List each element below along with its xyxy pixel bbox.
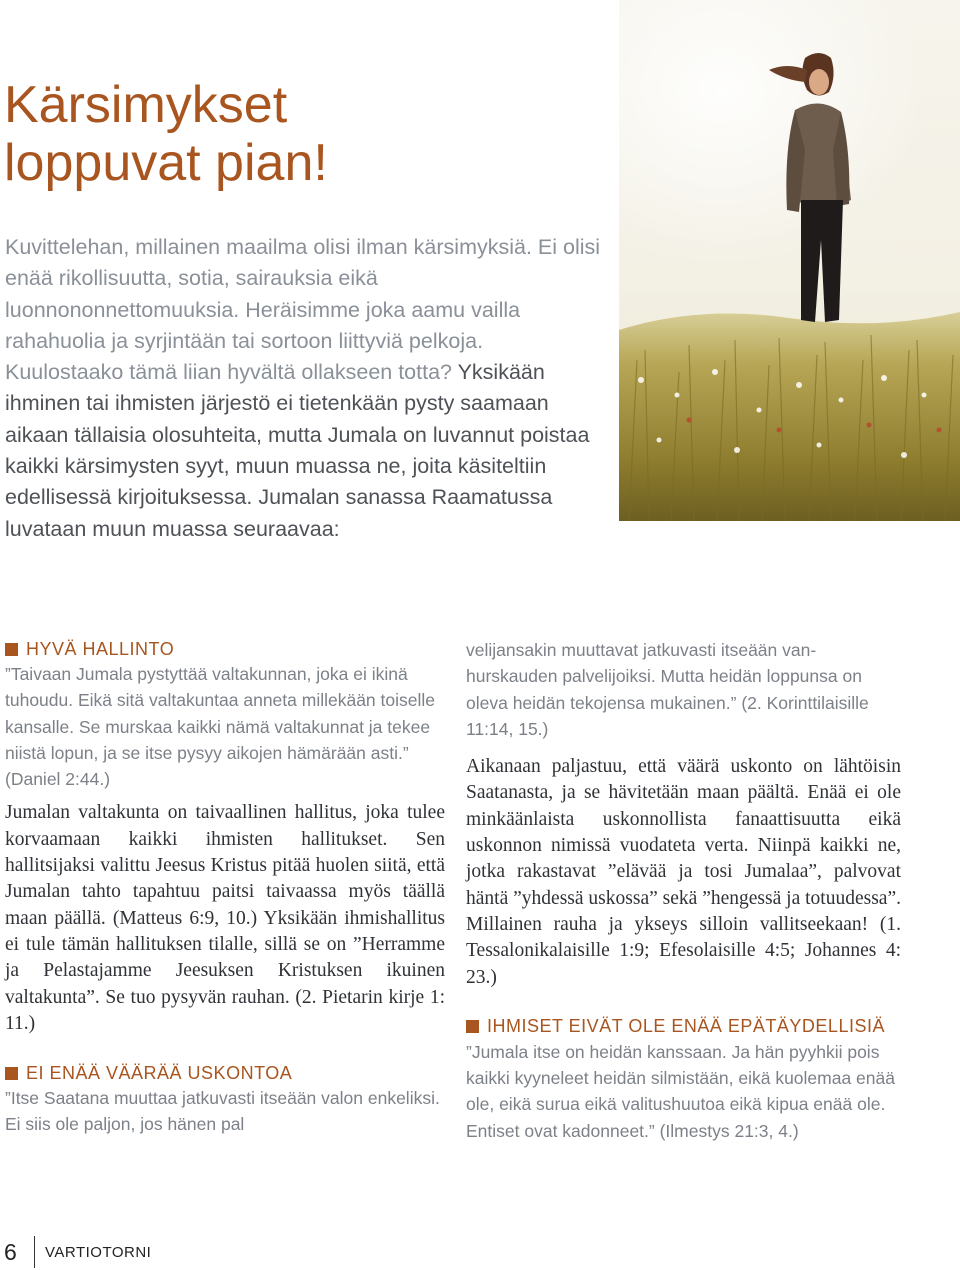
right-column (466, 637, 901, 1144)
scripture-quote: ”Taivaan Jumala pystyttää valtakunnan, joka ei ikinä tuhoudu. Eikä sitä valtakuntaa anneta millekään toiselle kansalle. Se murskaa kaikki nämä valtakunnat ja tekee niistä lopun, ja se itse pysyy aikojen hämärään asti.” (Daniel 2:44.) (5, 664, 435, 790)
magazine-name: VARTIOTORNI (45, 1243, 152, 1261)
section-heading-good-government (5, 637, 445, 661)
page-number: 6 (4, 1238, 17, 1265)
bullet-square-icon (466, 1020, 479, 1033)
bullet-square-icon (5, 643, 18, 656)
meadow-photo (619, 0, 960, 521)
section-heading-no-false-religion (5, 1061, 445, 1085)
article-title (4, 76, 328, 192)
heading-text: HYVÄ HALLINTO (26, 638, 175, 659)
intro-paragraph (5, 232, 605, 545)
heading-text: EI ENÄÄ VÄÄRÄÄ USKONTOA (26, 1062, 293, 1083)
scripture-quote: ”Itse Saatana muuttaa jatkuvasti itseään valon enkeliksi. Ei siis ole paljon, jos hänen pal (5, 1088, 440, 1135)
scripture-quote: ”Jumala itse on heidän kanssaan. Ja hän pyyhkii pois kaikki kyyneleet heidän silmistään, eikä kuolemaa enää ole, eikä surua eikä valitushuutoa eikä kipua enää ole. Entiset ovat kadonneet.” (Ilmestys 21:3, 4.) (466, 1041, 895, 1141)
section-heading-no-imperfection (466, 1015, 901, 1039)
body-paragraph: Jumalan valtakunta on taivaallinen hallitus, joka tulee korvaamaan kaikki ihmisten hallitukset. Sen hallitsijaksi valittu Jeesus Kristus pitää huolen siitä, että Jumalan tahto tapahtuu paitsi taivaassa myös täällä maan päällä. (Matteus 6:9, 10.) Yksikään ihmishallitus ei tule tämän hallituksen tilalle, sillä se on ”Herramme ja Pelastajamme Jeesuksen Kristuksen ikuinen valtakunta”. Se tuo pysyvän rauhan. (2. Pietarin kirje 1: 11.) (5, 802, 445, 1034)
intro-text: Yksikään ihminen tai ihmisten järjestö ei tietenkään pysty saamaan aikaan tällaisia olosuhteita, mutta Jumala on luvannut poistaa kaikki kärsimysten syyt, muun muassa ne, joita käsiteltiin edellisessä kirjoituksessa. Jumalan sanassa Raamatussa luvataan muun muassa seuraavaa: (5, 360, 590, 541)
title-line-2: loppuvat pian! (4, 134, 328, 192)
page-footer (4, 1236, 151, 1268)
title-line-1: Kärsimykset (4, 76, 288, 134)
body-paragraph: Aikanaan paljastuu, että väärä uskonto on lähtöisin Saatanasta, ja se hävitetään maan päältä. Enää ei ole minkäänlaista uskonnollista fanaattisuutta eikä uskonnon nimissä vuodateta verta. Niinpä kaikki ne, jotka rakastavat ”elävää ja tosi Jumalaa”, palvovat häntä ”yhdessä uskossa” sekä ”hengessä ja totuudessa”. Millainen rauha ja ykseys silloin vallitseekaan! (1. Tessalonikalaisille 1:9; Efesolaisille 4:5; Johannes 4: 23.) (466, 756, 901, 988)
heading-text: IHMISET EIVÄT OLE ENÄÄ EPÄTÄYDELLISIÄ (487, 1016, 885, 1037)
footer-divider (34, 1236, 35, 1268)
left-column (5, 637, 445, 1138)
scripture-quote-continued: velijansakin muuttavat jatkuvasti itseään vanhurskauden palvelijoiksi. Mutta heidän loppunsa on oleva heidän tekojensa mukainen.” (2. Korinttilaisille 11:14, 15.) (466, 640, 869, 739)
bullet-square-icon (5, 1067, 18, 1080)
intro-faded-text: Kuvittelehan, millainen maailma olisi ilman kärsimyksiä. Ei olisi enää rikollisuutta, sotia, sairauksia eikä luonnononnettomuuksia. Heräisimme joka aamu vailla rahahuolia ja syrjintään tai sortoon liittyviä pelkoja. Kuulostaako tämä liian hyvältä ollakseen totta? (5, 235, 601, 385)
